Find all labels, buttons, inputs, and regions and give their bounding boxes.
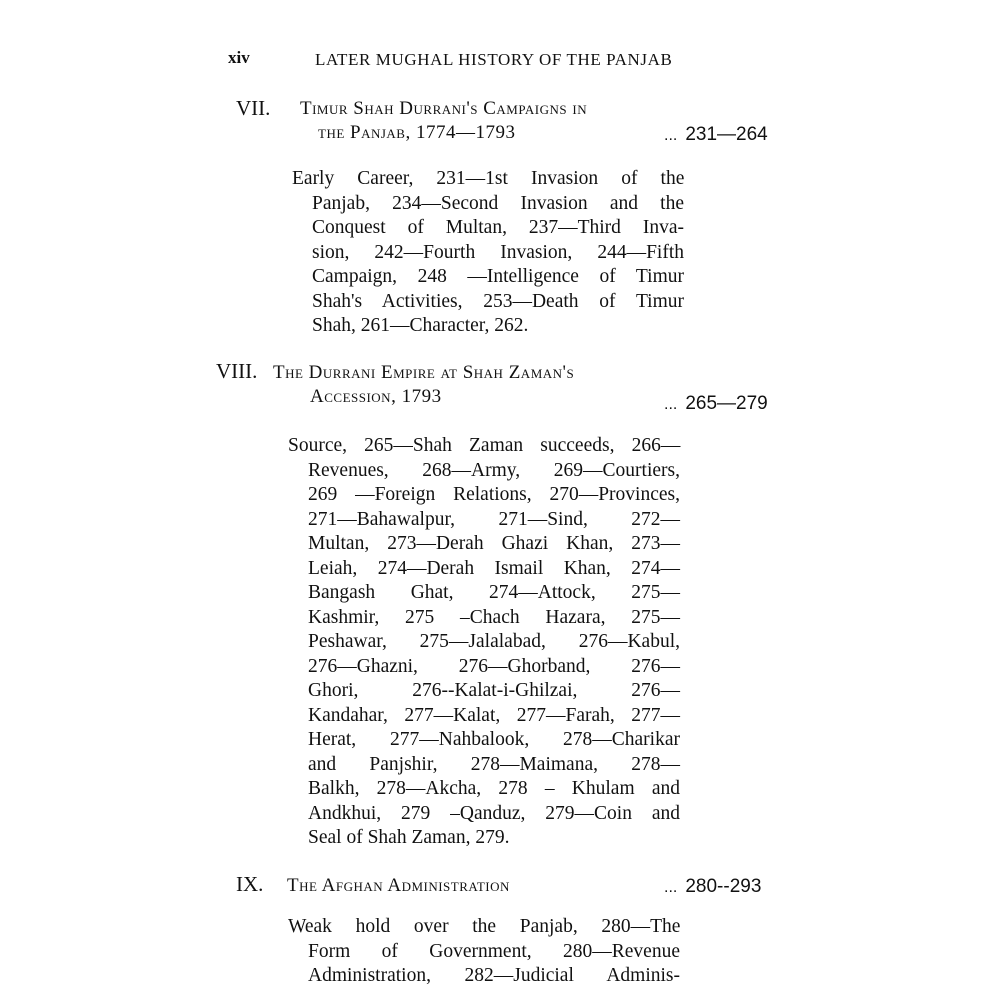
chapter-title-line: Accession, 1793 <box>310 386 442 407</box>
summary-line: Balkh, 278—Akcha, 278 – Khulam and <box>308 778 680 799</box>
chapter-title-line: the Panjab, 1774—1793 <box>318 122 516 143</box>
summary-line: Shah's Activities, 253—Death of Timur <box>312 290 684 312</box>
chapter-number: IX. <box>236 872 264 896</box>
summary-line: Source, 265—Shah Zaman succeeds, 266— <box>288 435 681 456</box>
summary-line: Kashmir, 275 –Chach Hazara, 275— <box>308 606 680 628</box>
running-title: LATER MUGHAL HISTORY OF THE PANJAB <box>315 50 673 69</box>
page-numbers: 280--293 <box>685 876 762 897</box>
summary-line: Ghori, 276--Kalat-i-Ghilzai, 276— <box>308 680 680 701</box>
summary-line: Panjab, 234—Second Invasion and the <box>312 192 684 214</box>
summary-line: and Panjshir, 278—Maimana, 278— <box>308 753 680 775</box>
dot-leader: ... <box>664 396 678 413</box>
page-range <box>664 124 768 146</box>
page-numbers: 265—279 <box>685 393 768 414</box>
summary-line: 269 —Foreign Relations, 270—Provinces, <box>308 484 680 505</box>
summary-line: Bangash Ghat, 274—Attock, 275— <box>308 582 680 603</box>
summary-line: Form of Government, 280—Revenue <box>308 940 680 962</box>
chapter-title-line: Timur Shah Durrani's Campaigns in <box>300 98 588 119</box>
summary-line: sion, 242—Fourth Invasion, 244—Fifth <box>312 241 684 263</box>
page-range <box>664 393 768 415</box>
summary-line: Weak hold over the Panjab, 280—The <box>288 916 681 937</box>
summary-line: Campaign, 248 —Intelligence of Timur <box>312 266 684 287</box>
summary-line: 276—Ghazni, 276—Ghorband, 276— <box>308 655 680 677</box>
summary-line: Revenues, 268—Army, 269—Courtiers, <box>308 459 680 481</box>
dot-leader: ... <box>664 879 678 896</box>
summary-line: Early Career, 231—1st Invasion of the <box>292 168 685 189</box>
chapter-summary <box>288 915 680 989</box>
summary-line: Herat, 277—Nahbalook, 278—Charikar <box>308 729 680 750</box>
chapter-title-line: The Durrani Empire at Shah Zaman's <box>273 362 575 383</box>
chapter-summary <box>292 167 684 339</box>
summary-line: Conquest of Multan, 237—Third Inva- <box>312 217 684 238</box>
summary-line: Leiah, 274—Derah Ismail Khan, 274— <box>308 557 680 579</box>
summary-line: 271—Bahawalpur, 271—Sind, 272— <box>308 508 680 530</box>
summary-line: Kandahar, 277—Kalat, 277—Farah, 277— <box>308 704 680 726</box>
summary-line: Shah, 261—Character, 262. <box>312 315 529 336</box>
chapter-title-line: The Afghan Administration <box>287 875 510 896</box>
summary-line: Multan, 273—Derah Ghazi Khan, 273— <box>308 533 680 554</box>
chapter-number: VII. <box>236 96 271 120</box>
page-numbers: 231—264 <box>685 124 768 145</box>
running-head <box>0 48 1000 78</box>
summary-line: Andkhui, 279 –Qanduz, 279—Coin and <box>308 802 680 824</box>
summary-line: Seal of Shah Zaman, 279. <box>308 827 510 848</box>
chapter-summary <box>288 434 680 851</box>
page-range <box>664 876 761 898</box>
page-folio: xiv <box>228 48 250 67</box>
summary-line: Administration, 282—Judicial Adminis- <box>308 965 680 986</box>
chapter-number: VIII. <box>216 359 258 383</box>
dot-leader: ... <box>664 127 678 144</box>
summary-line: Peshawar, 275—Jalalabad, 276—Kabul, <box>308 631 680 652</box>
